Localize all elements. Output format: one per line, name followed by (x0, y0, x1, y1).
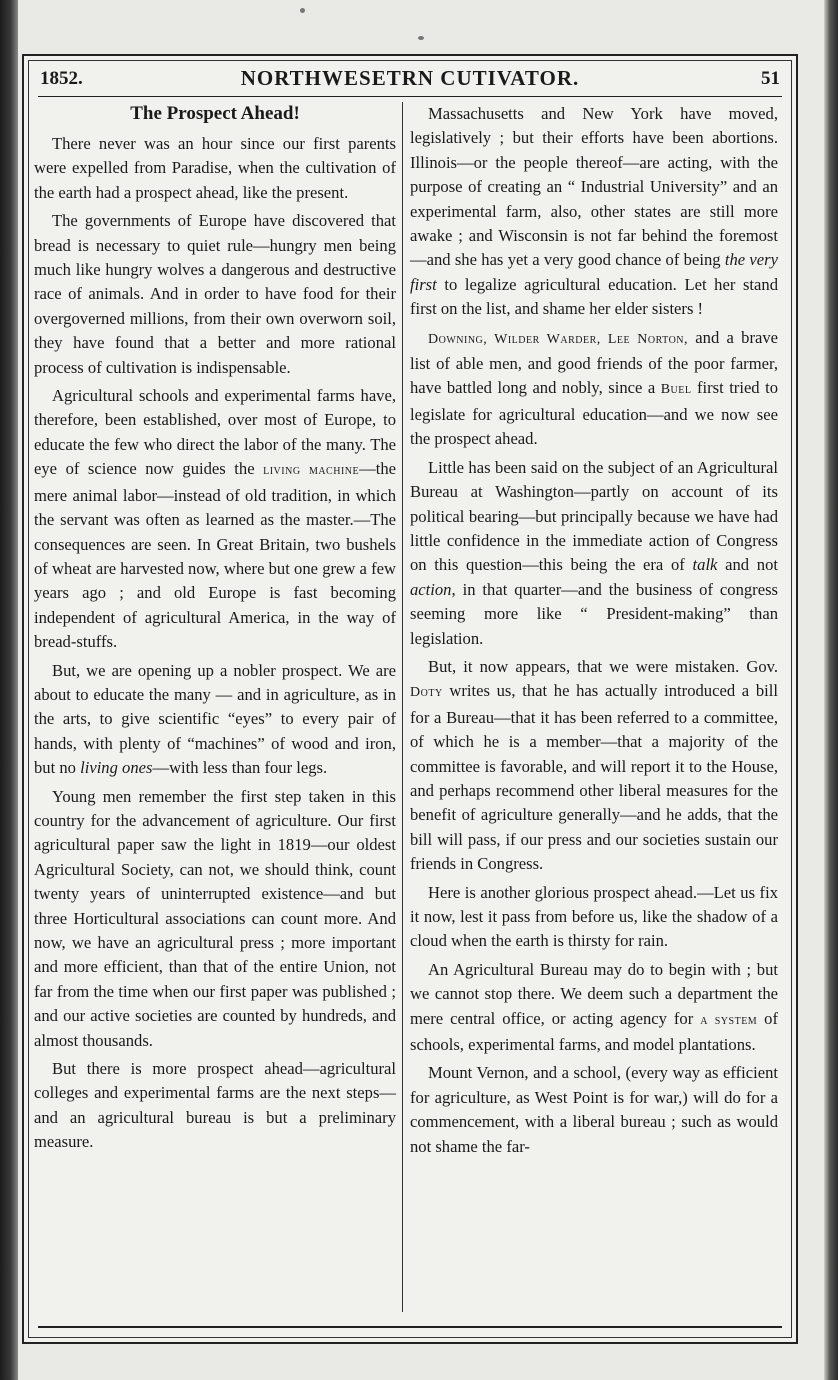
paragraph: Massachusetts and New York have moved, legislatively ; but their efforts have been abortions. Illinois—or the people thereof—are acting, with the purpose of creating an “ Industrial University” and an experimental farm, also, other states are still more awake ; and Wisconsin is not far behind the foremost—and she has yet a very good chance of being the very first to legalize agricultural education. Let her stand first on the list, and shame her elder sisters ! (410, 104, 778, 319)
footer-rule (38, 1326, 782, 1328)
paragraph: An Agricultural Bureau may do to begin with ; but we cannot stop there. We deem such a department the mere central office, or acting agency for a system of schools, experimental farms, and model plantations. (410, 959, 778, 1055)
italic-text: talk (692, 555, 718, 575)
paragraph: There never was an hour since our first parents were expelled from Paradise, when the cultivation of the earth had a prospect ahead, like the present. (34, 134, 396, 202)
paragraph: Here is another glorious prospect ahead.—Let us fix it now, lest it pass from before us, like the shadow of a cloud when the earth is thirsty for rain. (410, 882, 778, 951)
book-spine (0, 0, 18, 1380)
running-header (40, 66, 780, 96)
column-divider (402, 102, 403, 1312)
header-title: NORTHWESETRN CUTIVATOR. (240, 66, 580, 90)
paragraph: The governments of Europe have discovered that bread is necessary to quiet rule—hungry men being much like hungry wolves a dangerous and destructive race of animals. And in order to have food for their overgoverned millions, from their own overworn soil, they have found that a better and more rational process of cultivation is indispensable. (34, 211, 396, 377)
header-rule (38, 96, 782, 97)
paragraph: Agricultural schools and experimental farms have, therefore, been established, over most of Europe, to educate the few who direct the labor of the many. The eye of science now guides the living machine—the mere animal labor—instead of old tradition, in which the servant was often as learned as the master.—The consequences are seen. In Great Britain, two bushels of wheat are harvested now, where but one grew a few years ago ; and old Europe is fast becoming independent of agricultural America, in the way of bread-stuffs. (34, 386, 396, 652)
paragraph: Mount Vernon, and a school, (every way as efficient for agriculture, as West Point is for war,) will do for a commencement, with a liberal bureau ; such as would not shame the far- (410, 1063, 778, 1156)
small-caps-text: a system (700, 1012, 758, 1028)
paragraph: But, we are opening up a nobler prospect. We are about to educate the many — and in agriculture, as in the arts, to give scientific “eyes” to every pair of hands, with plenty of “machines” of wood and iron, but no living ones—with less than four legs. (34, 660, 396, 778)
italic-text: action (410, 579, 452, 599)
header-year: 1852. (40, 68, 83, 89)
right-column (410, 102, 778, 1163)
small-caps-text: Buel (660, 382, 692, 398)
italic-text: living ones (80, 758, 153, 778)
paragraph: Downing, Wilder Warder, Lee Norton, and a brave list of able men, and good friends of the poor farmer, have battled long and nobly, since a Buel first tried to legislate for agricultural education—and we now see the prospect ahead. (410, 327, 778, 449)
paragraph: Young men remember the first step taken in this country for the advancement of agriculture. Our first agricultural paper saw the light in 1819—our oldest Agricultural Society, can not, we should think, count twenty years of uninterrupted existence—and but three Horticultural associations can count more. And now, we have an agricultural press ; more important and more efficient, than that of the entire Union, not far from the time when our first paper was published ; and our active societies are counted by hundreds, and almost thousands. (34, 786, 396, 1050)
paper-speck (300, 8, 305, 13)
small-caps-text: Downing, Wilder Warder, Lee Norton, (428, 331, 689, 347)
small-caps-text: living machine (263, 463, 360, 479)
italic-text: the very first (410, 250, 778, 294)
paragraph: But, it now appears, that we were mistaken. Gov. Doty writes us, that he has actually introduced a bill for a Bureau—that it has been referred to a committee, of which he is a member—that a majority of the committee is favorable, and will report it to the House, and perhaps recommend other liberal measures for the benefit of agriculture generally—and he adds, that the bill will pass, if our press and our societies sustain our friends in Congress. (410, 656, 778, 874)
article-title: The Prospect Ahead! (130, 103, 300, 124)
newspaper-page (22, 54, 798, 1344)
page-edge (824, 0, 838, 1380)
page-number: 51 (761, 68, 780, 89)
paragraph: Little has been said on the subject of an Agricultural Bureau at Washington—partly on account of its political bearing—but principally because we have had little confidence in the immediate action of Congress on this question—this being the era of talk and not action, in that quarter—and the business of congress seeming more like “ President-making” than legislation. (410, 457, 778, 648)
paper-speck (418, 36, 424, 40)
paragraph: But there is more prospect ahead—agricultural colleges and experimental farms are the next steps—and an agricultural bureau is but a preliminary measure. (34, 1059, 396, 1152)
small-caps-text: Doty (410, 685, 443, 701)
left-column (34, 102, 396, 1159)
